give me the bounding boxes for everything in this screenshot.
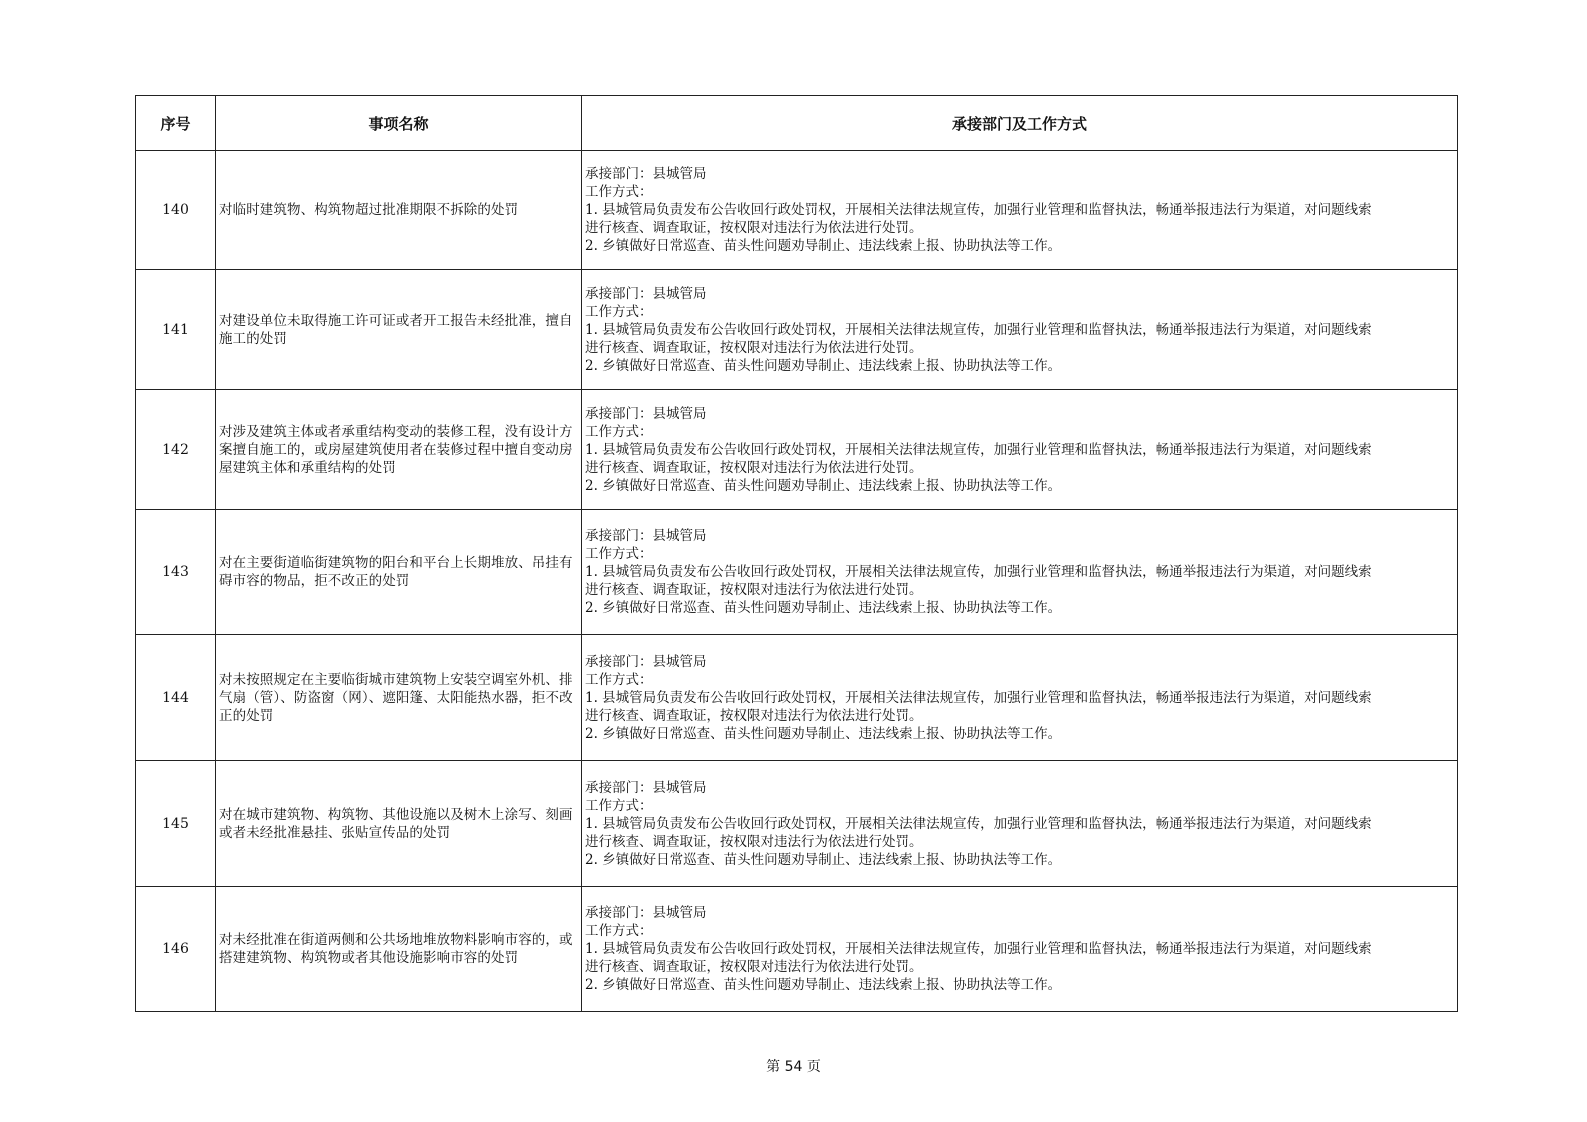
row-department-method <box>582 635 1458 761</box>
department-label: 承接部门：县城管局 <box>585 905 707 921</box>
row-department-method <box>582 151 1458 270</box>
table-row <box>136 761 1458 887</box>
row-matter-name: 对建设单位未取得施工许可证或者开工报告未经批准，擅自施工的处罚 <box>216 270 582 390</box>
row-matter-name: 对涉及建筑主体或者承重结构变动的装修工程，没有设计方案擅自施工的，或房屋建筑使用者在装修过程中擅自变动房屋建筑主体和承重结构的处罚 <box>216 390 582 510</box>
table-header-row <box>136 96 1458 151</box>
table-row <box>136 887 1458 1012</box>
method-item-1-cont: 进行核查、调查取证，按权限对违法行为依法进行处罚。 <box>585 220 923 236</box>
method-item-1: 1. 县城管局负责发布公告收回行政处罚权，开展相关法律法规宣传，加强行业管理和监督执法，畅通举报违法行为渠道，对问题线索 <box>585 815 1372 832</box>
department-label: 承接部门：县城管局 <box>585 166 707 182</box>
method-item-2: 2. 乡镇做好日常巡查、苗头性问题劝导制止、违法线索上报、协助执法等工作。 <box>585 357 1062 374</box>
method-label: 工作方式： <box>585 546 653 562</box>
row-matter-name: 对临时建筑物、构筑物超过批准期限不拆除的处罚 <box>216 151 582 270</box>
department-label: 承接部门：县城管局 <box>585 285 707 302</box>
page-number: 第 54 页 <box>766 1059 821 1075</box>
method-item-1-cont: 进行核查、调查取证，按权限对违法行为依法进行处罚。 <box>585 833 923 850</box>
method-item-1: 1. 县城管局负责发布公告收回行政处罚权，开展相关法律法规宣传，加强行业管理和监督执法，畅通举报违法行为渠道，对问题线索 <box>585 321 1372 338</box>
table-row <box>136 270 1458 390</box>
header-department-method: 承接部门及工作方式 <box>582 96 1458 151</box>
table-row <box>136 151 1458 270</box>
row-department-method <box>582 390 1458 510</box>
row-serial-number: 146 <box>136 887 216 1012</box>
row-matter-name: 对未按照规定在主要临街城市建筑物上安装空调室外机、排气扇（管）、防盗窗（网）、遮阳篷、太阳能热水器，拒不改正的处罚 <box>216 635 582 761</box>
department-label: 承接部门：县城管局 <box>585 653 707 670</box>
table-row <box>136 390 1458 510</box>
row-serial-number: 144 <box>136 635 216 761</box>
row-department-method <box>582 510 1458 635</box>
row-serial-number: 145 <box>136 761 216 887</box>
method-item-1-cont: 进行核查、调查取证，按权限对违法行为依法进行处罚。 <box>585 959 923 975</box>
method-item-1: 1. 县城管局负责发布公告收回行政处罚权，开展相关法律法规宣传，加强行业管理和监督执法，畅通举报违法行为渠道，对问题线索 <box>585 202 1372 218</box>
method-item-2: 2. 乡镇做好日常巡查、苗头性问题劝导制止、违法线索上报、协助执法等工作。 <box>585 977 1062 993</box>
method-label: 工作方式： <box>585 423 653 440</box>
matters-table <box>135 95 1458 1012</box>
method-label: 工作方式： <box>585 184 653 200</box>
row-matter-name: 对在主要街道临街建筑物的阳台和平台上长期堆放、吊挂有碍市容的物品，拒不改正的处罚 <box>216 510 582 635</box>
method-item-1-cont: 进行核查、调查取证，按权限对违法行为依法进行处罚。 <box>585 707 923 724</box>
department-label: 承接部门：县城管局 <box>585 528 707 544</box>
department-label: 承接部门：县城管局 <box>585 779 707 796</box>
method-item-1-cont: 进行核查、调查取证，按权限对违法行为依法进行处罚。 <box>585 582 923 598</box>
method-item-1-cont: 进行核查、调查取证，按权限对违法行为依法进行处罚。 <box>585 339 923 356</box>
method-item-1: 1. 县城管局负责发布公告收回行政处罚权，开展相关法律法规宣传，加强行业管理和监督执法，畅通举报违法行为渠道，对问题线索 <box>585 941 1372 957</box>
method-item-2: 2. 乡镇做好日常巡查、苗头性问题劝导制止、违法线索上报、协助执法等工作。 <box>585 725 1062 742</box>
method-item-2: 2. 乡镇做好日常巡查、苗头性问题劝导制止、违法线索上报、协助执法等工作。 <box>585 851 1062 868</box>
method-item-2: 2. 乡镇做好日常巡查、苗头性问题劝导制止、违法线索上报、协助执法等工作。 <box>585 600 1062 616</box>
method-item-1-cont: 进行核查、调查取证，按权限对违法行为依法进行处罚。 <box>585 459 923 476</box>
method-item-1: 1. 县城管局负责发布公告收回行政处罚权，开展相关法律法规宣传，加强行业管理和监督执法，畅通举报违法行为渠道，对问题线索 <box>585 441 1372 458</box>
method-label: 工作方式： <box>585 671 653 688</box>
row-department-method <box>582 761 1458 887</box>
row-serial-number: 143 <box>136 510 216 635</box>
method-label: 工作方式： <box>585 797 653 814</box>
method-label: 工作方式： <box>585 303 653 320</box>
header-serial-number: 序号 <box>136 96 216 151</box>
row-matter-name: 对在城市建筑物、构筑物、其他设施以及树木上涂写、刻画或者未经批准悬挂、张贴宣传品的处罚 <box>216 761 582 887</box>
method-label: 工作方式： <box>585 923 653 939</box>
row-serial-number: 140 <box>136 151 216 270</box>
row-serial-number: 141 <box>136 270 216 390</box>
method-item-1: 1. 县城管局负责发布公告收回行政处罚权，开展相关法律法规宣传，加强行业管理和监督执法，畅通举报违法行为渠道，对问题线索 <box>585 564 1372 580</box>
row-serial-number: 142 <box>136 390 216 510</box>
method-item-2: 2. 乡镇做好日常巡查、苗头性问题劝导制止、违法线索上报、协助执法等工作。 <box>585 477 1062 494</box>
row-matter-name: 对未经批准在街道两侧和公共场地堆放物料影响市容的，或搭建建筑物、构筑物或者其他设施影响市容的处罚 <box>216 887 582 1012</box>
row-department-method <box>582 887 1458 1012</box>
header-matter-name: 事项名称 <box>216 96 582 151</box>
method-item-1: 1. 县城管局负责发布公告收回行政处罚权，开展相关法律法规宣传，加强行业管理和监督执法，畅通举报违法行为渠道，对问题线索 <box>585 689 1372 706</box>
department-label: 承接部门：县城管局 <box>585 405 707 422</box>
table-row <box>136 635 1458 761</box>
method-item-2: 2. 乡镇做好日常巡查、苗头性问题劝导制止、违法线索上报、协助执法等工作。 <box>585 238 1062 254</box>
table-row <box>136 510 1458 635</box>
row-department-method <box>582 270 1458 390</box>
